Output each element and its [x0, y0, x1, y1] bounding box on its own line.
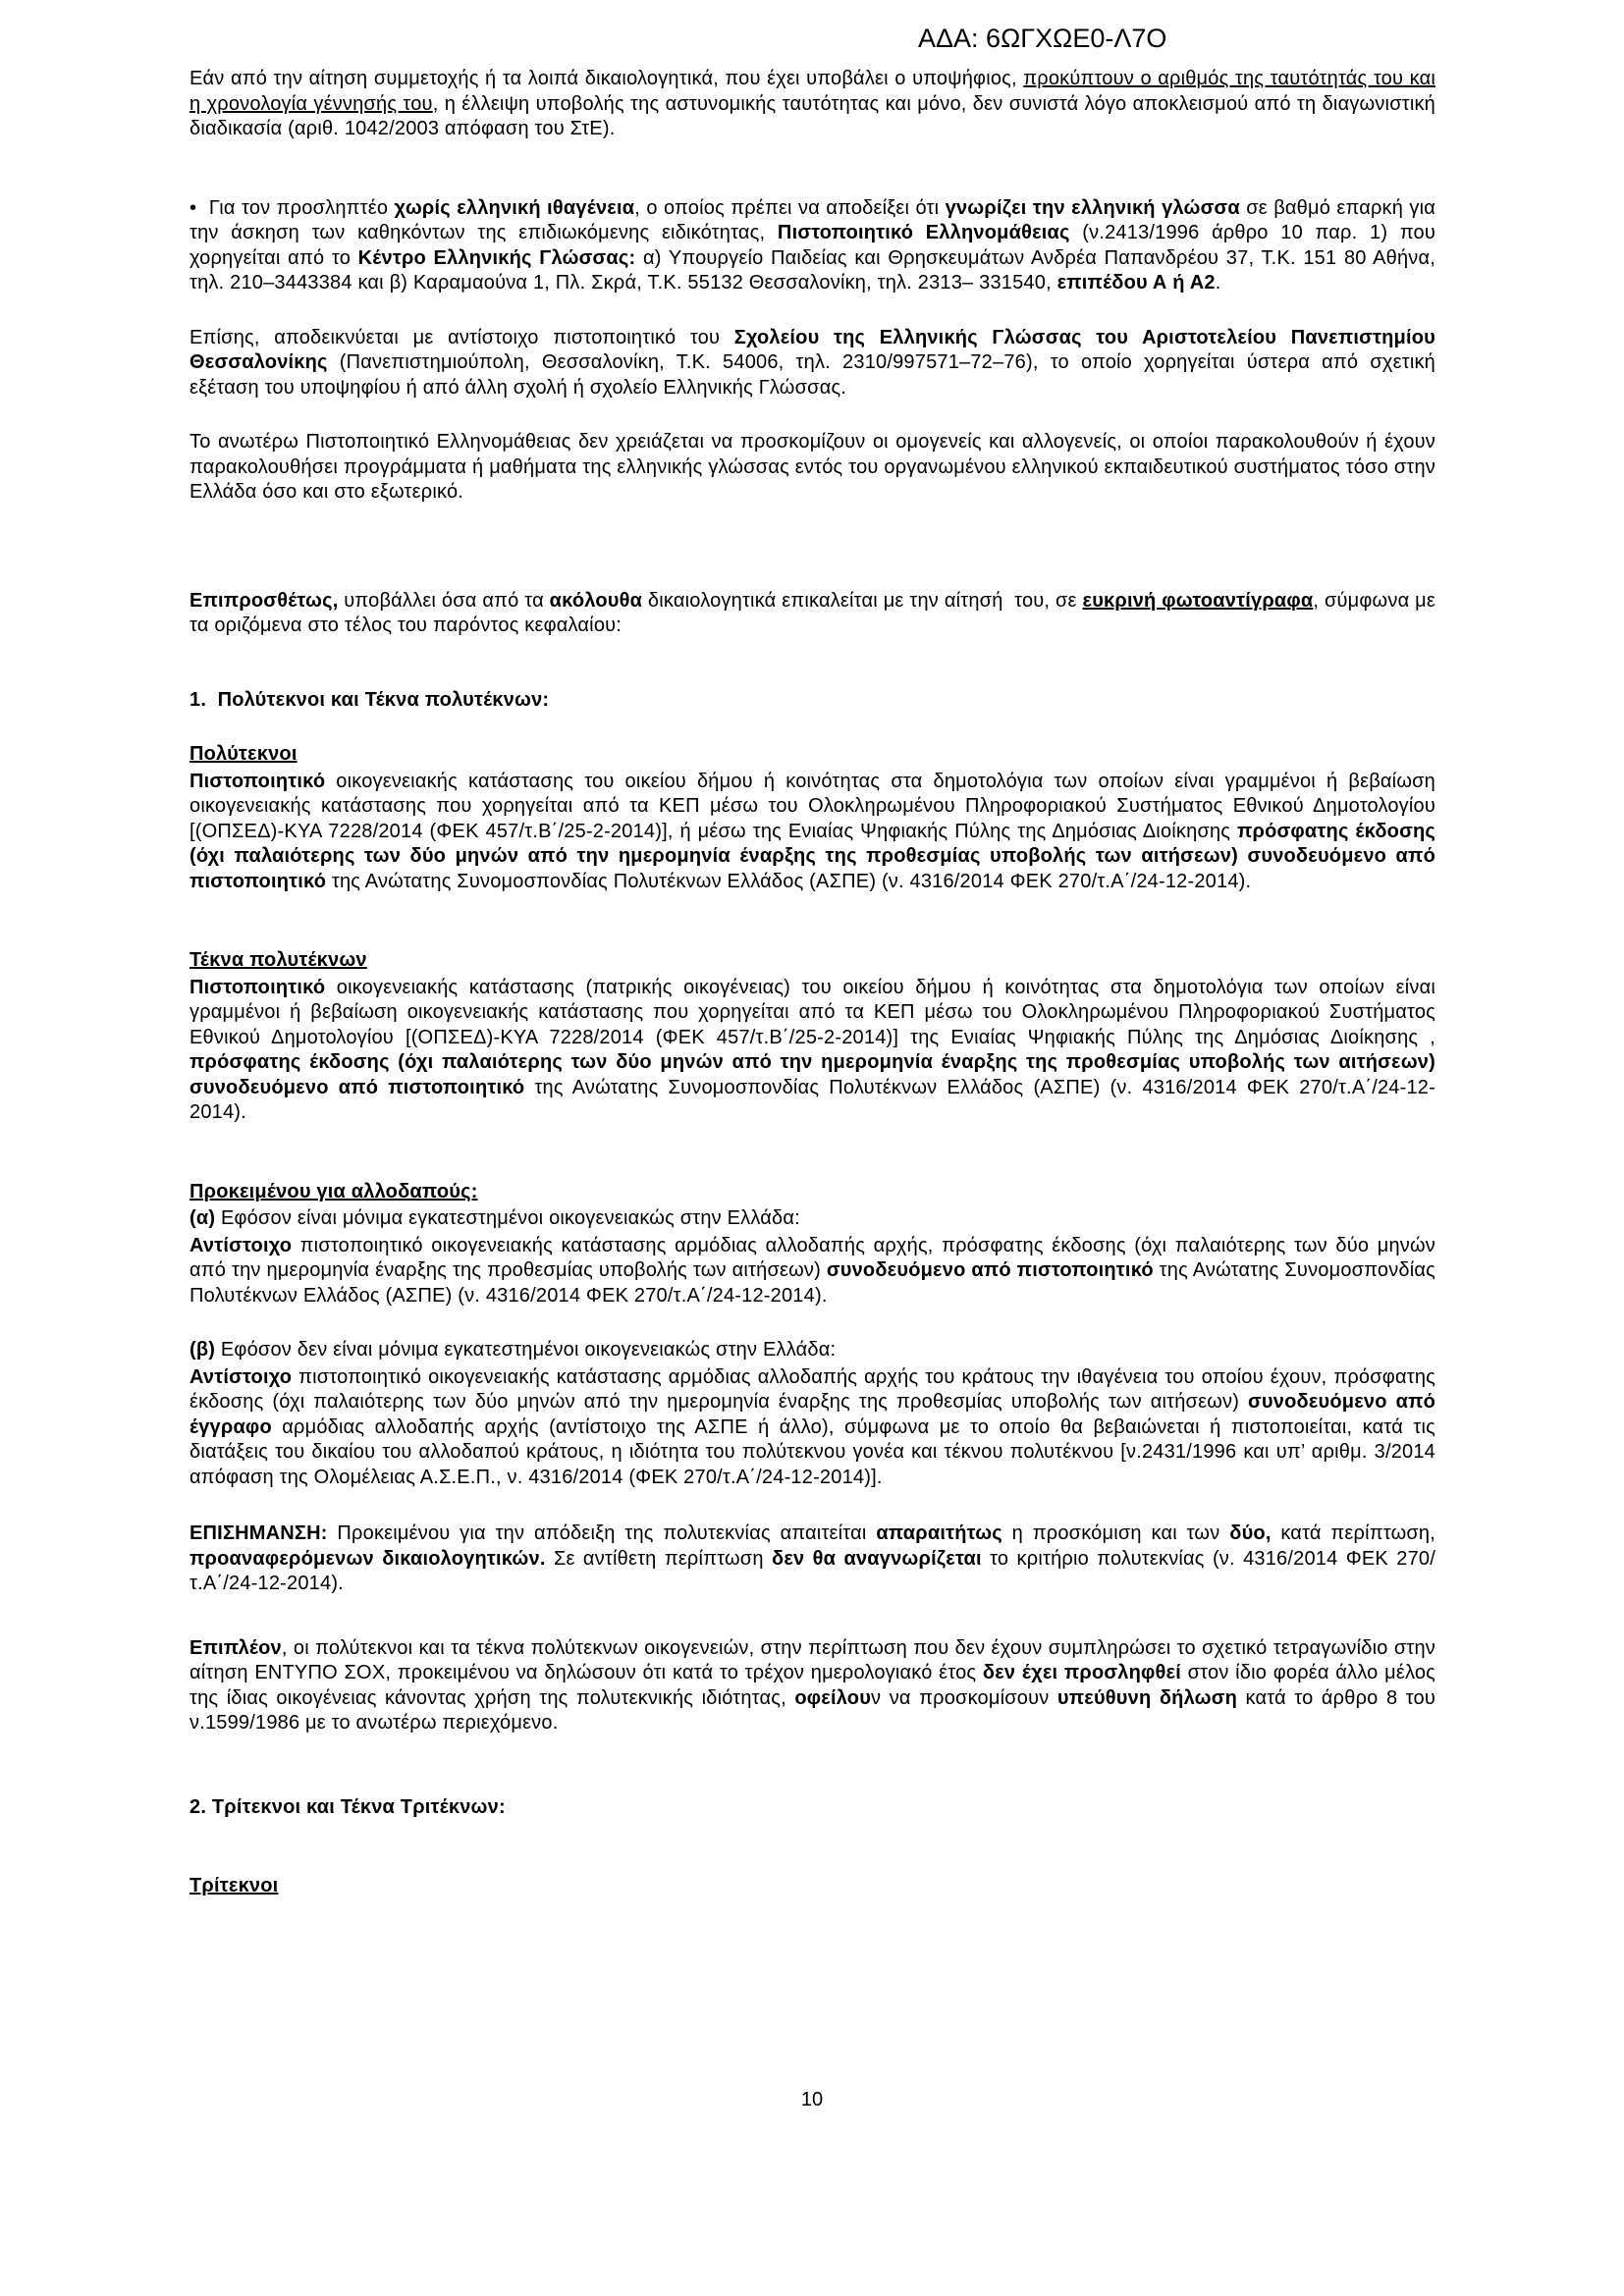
emphasized-text: πρόσφατης έκδοσης (όχι παλαιότερης των δύο μηνών από την ημερομηνία έναρξης της προθεσμίας υποβολής των αιτήσεων) συνοδευόμενο από πιστοποιητικό — [189, 820, 1435, 892]
emphasized-text: Επιπλέον — [189, 1636, 282, 1659]
paragraph-case-a — [189, 1234, 1435, 1309]
emphasized-text: Προκειμένου για αλλοδαπούς: — [189, 1180, 478, 1202]
emphasized-text: Σχολείου της Ελληνικής Γλώσσας του Αριστοτελείου Πανεπιστημίου Θεσσαλονίκης — [189, 326, 1435, 373]
text-run: στον ίδιο φορέα άλλο μέλος της ίδιας οικογένειας κάνοντας χρήση της πολυτεκνικής ιδιότητας, — [189, 1662, 1436, 1709]
emphasized-text: Κέντρο Ελληνικής Γλώσσας: — [357, 246, 636, 269]
text-run: σε βαθμό επαρκή για την άσκηση των καθηκόντων της επιδιωκόμενης ειδικότητας, — [189, 196, 1436, 243]
bullet-greek-language-requirement — [189, 196, 1435, 296]
subheading-triteknoi — [189, 1874, 1435, 1899]
emphasized-text: 2. Τρίτεκνοι και Τέκνα Τριτέκνων: — [189, 1795, 506, 1818]
text-run: Εάν από την αίτηση συμμετοχής ή τα λοιπά δικαιολογητικά, που έχει υποβάλει ο υποψήφιος, — [189, 68, 1024, 89]
text-run: Εφόσον δεν είναι μόνιμα εγκατεστημένοι οικογενειακώς στην Ελλάδα: — [215, 1339, 837, 1361]
text-run: κατά περίπτωση, — [1271, 1522, 1436, 1544]
text-run: . — [1215, 272, 1221, 294]
text-run: Προκειμένου για την απόδειξη της πολυτεκνίας απαιτείται — [327, 1522, 877, 1544]
paragraph-tekna-polyteknon-certificate — [189, 976, 1435, 1126]
emphasized-text: Πολύτεκνοι — [189, 743, 298, 765]
emphasized-text: οφείλου — [794, 1686, 872, 1709]
text-run: , σύμφωνα με τα οριζόμενα στο τέλος του παρόντος κεφαλαίου: — [189, 589, 1435, 636]
emphasized-text: ευκρινή φωτοαντίγραφα — [1082, 589, 1314, 612]
text-run: ν να προσκομίσουν — [871, 1686, 1057, 1709]
paragraph-school-certificate — [189, 326, 1435, 401]
emphasized-text: Πιστοποιητικό — [189, 976, 326, 998]
emphasized-text: ακόλουθα — [549, 589, 643, 612]
heading-polyteknoi-section — [189, 688, 1435, 714]
line-case-a — [189, 1206, 1435, 1232]
text-run: το κριτήριο πολυτεκνίας (ν. 4316/2014 ΦΕΚ 270/τ.Α΄/24-12-2014). — [189, 1547, 1436, 1594]
text-run: Το ανωτέρω Πιστοποιητικό Ελληνομάθειας δεν χρειάζεται να προσκομίζουν οι ομογενείς και αλλογενείς, οι οποίοι παρακολουθούν ή έχουν παρακολουθήσει προγράμματα ή μαθήματα της ελληνικής γλώσσας εντός του οργανωμένου ελληνικού εκπαιδευτικού συστήματος τόσο στην Ελλάδα όσο και στο εξωτερικό. — [189, 431, 1435, 503]
text-run: η προσκόμιση και των — [1001, 1522, 1230, 1544]
paragraph-epipleon — [189, 1636, 1435, 1736]
text-run: κατά το άρθρο 8 του ν.1599/1986 με το ανωτέρω περιεχόμενο. — [189, 1686, 1436, 1734]
emphasized-text: Αντίστοιχο — [189, 1234, 293, 1256]
text-run: , οι πολύτεκνοι και τα τέκνα πολύτεκνων οικογενειών, στην περίπτωση που δεν έχουν συμπληρώσει το σχετικό τετραγωνίδιο στην αίτηση ΕΝΤΥΠΟ ΣΟΧ, προκειμένου να δηλώσουν ότι κατά το τρέχον ημερολογιακό έτος — [189, 1636, 1435, 1683]
paragraph-identity-note — [189, 67, 1435, 142]
emphasized-text: 1. Πολύτεκνοι και Τέκνα πολυτέκνων: — [189, 688, 550, 711]
text-run: , η έλλειψη υποβολής της αστυνομικής ταυτότητας και μόνο, δεν συνιστά λόγο αποκλεισμού από τη διαγωνιστική διαδικασία (αριθ. 1042/2003 απόφαση του ΣτΕ). — [189, 92, 1436, 139]
emphasized-text: (α) — [189, 1207, 216, 1229]
text-run: Σε αντίθετη περίπτωση — [545, 1547, 772, 1570]
text-run: οικογενειακής κατάστασης (πατρικής οικογένειας) του οικείου δήμου ή κοινότητας στα δημοτολόγια των οποίων είναι γραμμένοι ή βεβαίωση οικογενειακής κατάστασης που χορηγείται από τα ΚΕΠ μέσω του Ολοκληρωμένου Πληροφοριακού Συστήματος Εθνικού Δημοτολογίου [(ΟΠΣΕΔ)-ΚΥΑ 7228/2014 (ΦΕΚ 457/τ.Β΄/25-2-2014)] της Ενιαίας Ψηφιακής Πύλης της Δημόσιας Διοίκησης , — [189, 976, 1435, 1048]
emphasized-text: συνοδευόμενο από έγγραφο — [189, 1391, 1436, 1438]
emphasized-text: προαναφερόμενων δικαιολογητικών. — [189, 1547, 546, 1570]
text-run: Εφόσον είναι μόνιμα εγκατεστημένοι οικογενειακώς στην Ελλάδα: — [215, 1207, 800, 1229]
subheading-allodapoi — [189, 1180, 1435, 1205]
emphasized-text: προκύπτουν ο αριθμός της ταυτότητάς του και η χρονολογία γέννησής του — [189, 68, 1435, 115]
ada-number: ΑΔΑ: 6ΩΓΧΩΕ0-Λ7Ο — [918, 24, 1167, 53]
emphasized-text: επιπέδου Α ή Α2 — [1056, 272, 1216, 294]
text-run: πιστοποιητικό οικογενειακής κατάστασης αρμόδιας αλλοδαπής αρχής, πρόσφατης έκδοσης (όχι παλαιότερης των δύο μηνών από την ημερομηνία έναρξης της προθεσμίας υποβολής των αιτήσεων) — [189, 1234, 1435, 1281]
text-run: οικογενειακής κατάστασης του οικείου δήμου ή κοινότητας στα δημοτολόγια των οποίων είναι γραμμένοι ή βεβαίωση οικογενειακής κατάστασης που χορηγείται από τα ΚΕΠ μέσω του Ολοκληρωμένου Πληροφοριακού Συστήματος Εθνικού Δημοτολογίου [(ΟΠΣΕΔ)-ΚΥΑ 7228/2014 (ΦΕΚ 457/τ.Β΄/25-2-2014)], ή μέσω της Ενιαίας Ψηφιακής Πύλης της Δημόσιας Διοίκησης — [189, 770, 1435, 842]
subheading-tekna-polyteknon — [189, 948, 1435, 974]
text-run: (ν.2413/1996 άρθρο 10 παρ. 1) που χορηγείται από το — [189, 222, 1436, 269]
emphasized-text: υπεύθυνη δήλωση — [1056, 1686, 1238, 1709]
text-run: • Για τον προσληπτέο — [189, 196, 395, 219]
subheading-polyteknoi — [189, 742, 1435, 768]
heading-triteknoi-section — [189, 1795, 1435, 1821]
emphasized-text: χωρίς ελληνική ιθαγένεια — [394, 196, 635, 219]
emphasized-text: δεν έχει προσληφθεί — [982, 1662, 1181, 1683]
emphasized-text: Τέκνα πολυτέκνων — [189, 949, 367, 971]
text-run: α) Υπουργείο Παιδείας και Θρησκευμάτων Ανδρέα Παπανδρέου 37, Τ.Κ. 151 80 Αθήνα, τηλ. 210–3443384 και β) Καραμαούνα 1, Πλ. Σκρά, Τ.Κ. 55132 Θεσσαλονίκη, τηλ. 2313– 331540, — [189, 246, 1436, 294]
emphasized-text: Τρίτεκνοι — [189, 1875, 279, 1896]
text-run: Επίσης, αποδεικνύεται με αντίστοιχο πιστοποιητικό του — [189, 326, 734, 348]
text-run: της Ανώτατης Συνομοσπονδίας Πολυτέκνων Ελλάδος (ΑΣΠΕ) (ν. 4316/2014 ΦΕΚ 270/τ.Α΄/24-12-2014). — [326, 870, 1252, 892]
paragraph-polyteknoi-certificate — [189, 770, 1435, 895]
text-run: της Ανώτατης Συνομοσπονδίας Πολυτέκνων Ελλάδος (ΑΣΠΕ) (ν. 4316/2014 ΦΕΚ 270/τ.Α΄/24-12-2014). — [189, 1076, 1435, 1123]
paragraph-certificate-exemption — [189, 430, 1435, 506]
text-run: αρμόδιας αλλοδαπής αρχής (αντίστοιχο της ΑΣΠΕ ή άλλο), σύμφωνα με το οποίο θα βεβαιώνεται ή πιστοποιείται, κατά τις διατάξεις του δικαίου του αλλοδαπού κράτους, η ιδιότητα του πολύτεκνου γονέα και τέκνου πολυτέκνου [ν.2431/1996 και υπ’ αριθμ. 3/2014 απόφαση της Ολομέλειας Α.Σ.Ε.Π., ν. 4316/2014 (ΦΕΚ 270/τ.Α΄/24-12-2014)]. — [189, 1415, 1435, 1488]
emphasized-text: (β) — [189, 1339, 216, 1361]
text-run: (Πανεπιστημιούπολη, Θεσσαλονίκη, Τ.Κ. 54006, τηλ. 2310/997571–72–76), το οποίο χορηγείται ύστερα από σχετική εξέταση του υποψηφίου ή από άλλη σχολή ή σχολείο Ελληνικής Γλώσσας. — [189, 351, 1435, 399]
page-number: 10 — [800, 2089, 824, 2110]
emphasized-text: συνοδευόμενο από πιστοποιητικό — [826, 1259, 1154, 1281]
line-case-b — [189, 1338, 1435, 1363]
text-run: της Ανώτατης Συνομοσπονδίας Πολυτέκνων Ελλάδος (ΑΣΠΕ) (ν. 4316/2014 ΦΕΚ 270/τ.Α΄/24-12-2014). — [189, 1259, 1435, 1307]
emphasized-text: Επιπροσθέτως, — [189, 589, 339, 612]
emphasized-text: Πιστοποιητικό Ελληνομάθειας — [777, 222, 1070, 243]
paragraph-case-b — [189, 1365, 1435, 1491]
emphasized-text: Πιστοποιητικό — [189, 770, 326, 792]
emphasized-text: δύο, — [1229, 1522, 1272, 1544]
emphasized-text: απαραιτήτως — [876, 1522, 1002, 1544]
emphasized-text: γνωρίζει την ελληνική γλώσσα — [945, 196, 1240, 219]
text-run: , ο οποίος πρέπει να αποδείξει ότι — [634, 196, 946, 219]
text-run: δικαιολογητικά επικαλείται με την αίτησή του, σε — [642, 589, 1083, 612]
paragraph-episimansi — [189, 1522, 1435, 1597]
emphasized-text: ΕΠΙΣΗΜΑΝΣΗ: — [189, 1522, 328, 1544]
paragraph-additional-documents — [189, 589, 1435, 639]
emphasized-text: δεν θα αναγνωρίζεται — [771, 1547, 982, 1570]
emphasized-text: πρόσφατης έκδοσης (όχι παλαιότερης των δύο μηνών από την ημερομηνία έναρξης της προθεσμίας υποβολής των αιτήσεων) συνοδευόμενο από πιστοποιητικό — [189, 1051, 1435, 1098]
emphasized-text: Αντίστοιχο — [189, 1365, 293, 1388]
text-run: πιστοποιητικό οικογενειακής κατάστασης αρμόδιας αλλοδαπής αρχής του κράτους την ιθαγένεια του οποίου έχουν, πρόσφατης έκδοσης (όχι παλαιότερης των δύο μηνών από την ημερομηνία έναρξης της προθεσμίας υποβολής των αιτήσεων) — [189, 1365, 1435, 1413]
text-run: υποβάλλει όσα από τα — [338, 589, 550, 612]
